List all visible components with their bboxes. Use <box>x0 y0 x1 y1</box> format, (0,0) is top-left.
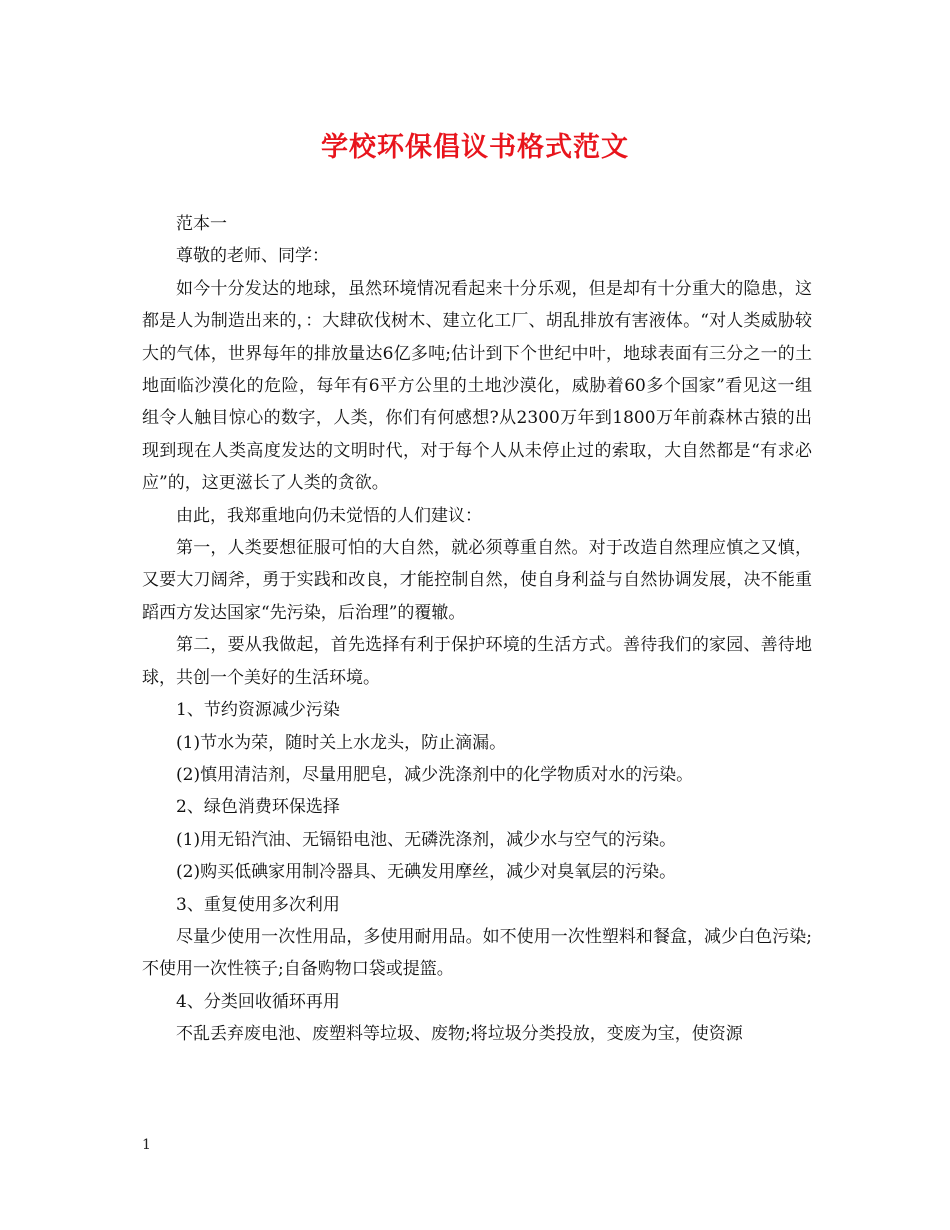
paragraph: 如今十分发达的地球，虽然环境情况看起来十分乐观，但是却有十分重大的隐患，这都是人为制造出来的，：大肆砍伐树木、建立化工厂、胡乱排放有害液体。“对人类威胁较大的气体，世界每年的排放量达6亿多吨;估计到下个世纪中叶，地球表面有三分之一的土地面临沙漠化的危险，每年有6平方公里的土地沙漠化，威胁着60多个国家”看见这一组组令人触目惊心的数字，人类，你们有何感想?从2300万年到1800万年前森林古猿的出现到现在人类高度发达的文明时代，对于每个人从未停止过的索取，大自然都是“有求必应”的，这更滋长了人类的贪欲。 <box>142 278 812 494</box>
document-body <box>142 208 812 1051</box>
paragraph: 尊敬的老师、同学： <box>176 246 329 267</box>
paragraph: 尽量少使用一次性用品，多使用耐用品。如不使用一次性塑料和餐盒，减少白色污染;不使用一次性筷子;自备购物口袋或提篮。 <box>142 926 812 980</box>
paragraph: 由此，我郑重地向仍未觉悟的人们建议： <box>176 505 482 526</box>
list-heading: 2、绿色消费环保选择 <box>176 797 340 818</box>
paragraph: 第一，人类要想征服可怕的大自然，就必须尊重自然。对于改造自然理应慎之又慎，又要大刀阔斧，勇于实践和改良，才能控制自然，使自身利益与自然协调发展，决不能重蹈西方发达国家“先污染，后治理”的覆辙。 <box>142 538 812 623</box>
paragraph: 第二，要从我做起，首先选择有利于保护环境的生活方式。善待我们的家园、善待地球，共创一个美好的生活环境。 <box>142 635 812 688</box>
page-number: 1 <box>142 1137 151 1153</box>
list-item: (1)节水为荣，随时关上水龙头，防止滴漏。 <box>176 732 507 753</box>
paragraph: 范本一 <box>176 214 227 234</box>
document-title: 学校环保倡议书格式范文 <box>321 132 629 163</box>
paragraph: 不乱丢弃废电池、废塑料等垃圾、废物;将垃圾分类投放，变废为宝，使资源 <box>176 1024 743 1045</box>
list-item: (1)用无铅汽油、无镉铅电池、无磷洗涤剂，减少水与空气的污染。 <box>176 829 677 850</box>
list-item: (2)慎用清洁剂，尽量用肥皂，减少洗涤剂中的化学物质对水的污染。 <box>176 764 694 785</box>
list-heading: 4、分类回收循环再用 <box>176 991 340 1012</box>
list-item: (2)购买低碘家用制冷器具、无碘发用摩丝，减少对臭氧层的污染。 <box>176 862 677 883</box>
list-heading: 3、重复使用多次利用 <box>176 894 340 915</box>
list-heading: 1、节约资源减少污染 <box>176 700 340 721</box>
